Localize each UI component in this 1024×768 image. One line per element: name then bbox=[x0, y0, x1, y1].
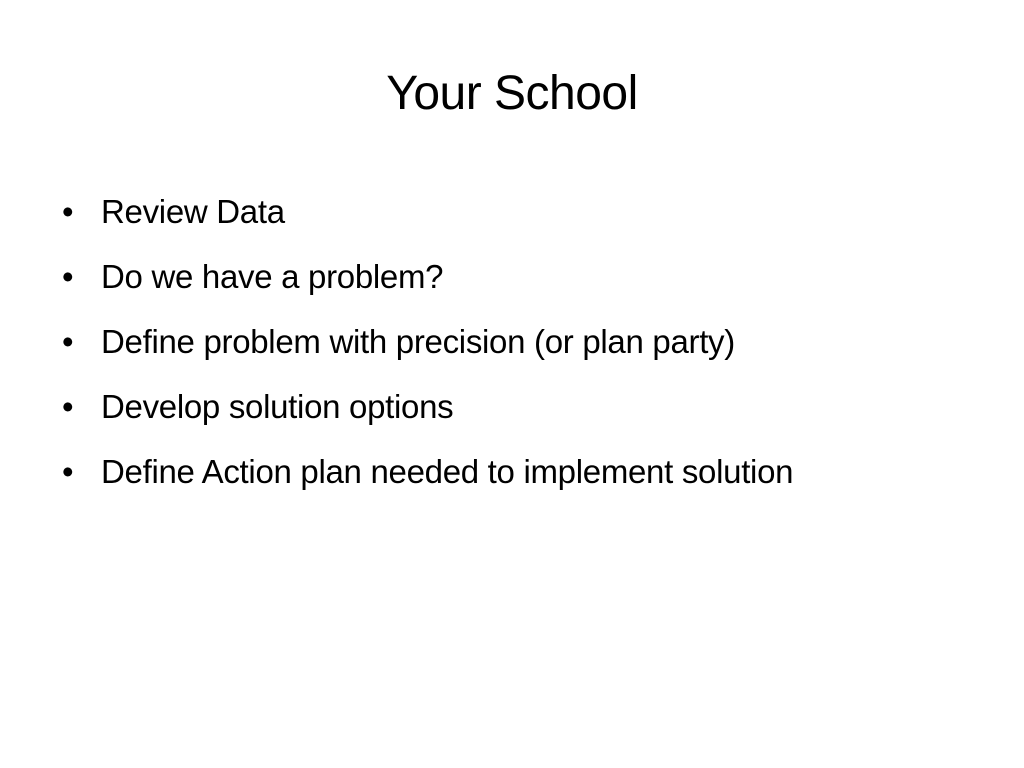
bullet-icon: • bbox=[62, 323, 74, 360]
bullet-item bbox=[62, 381, 962, 433]
bullet-text: Develop solution options bbox=[101, 388, 454, 425]
bullet-text: Define problem with precision (or plan party) bbox=[101, 323, 735, 360]
slide-title: Your School bbox=[386, 67, 638, 120]
bullet-item bbox=[62, 316, 962, 368]
bullet-item bbox=[62, 186, 962, 238]
bullet-text: Review Data bbox=[101, 193, 285, 230]
bullet-icon: • bbox=[62, 388, 74, 425]
bullet-icon: • bbox=[62, 453, 74, 490]
bullet-icon: • bbox=[62, 258, 74, 295]
bullet-list bbox=[62, 186, 962, 511]
bullet-text: Define Action plan needed to implement solution bbox=[101, 453, 794, 490]
bullet-icon: • bbox=[62, 193, 74, 230]
bullet-text: Do we have a problem? bbox=[101, 258, 444, 295]
bullet-item bbox=[62, 251, 962, 303]
bullet-item bbox=[62, 446, 891, 498]
